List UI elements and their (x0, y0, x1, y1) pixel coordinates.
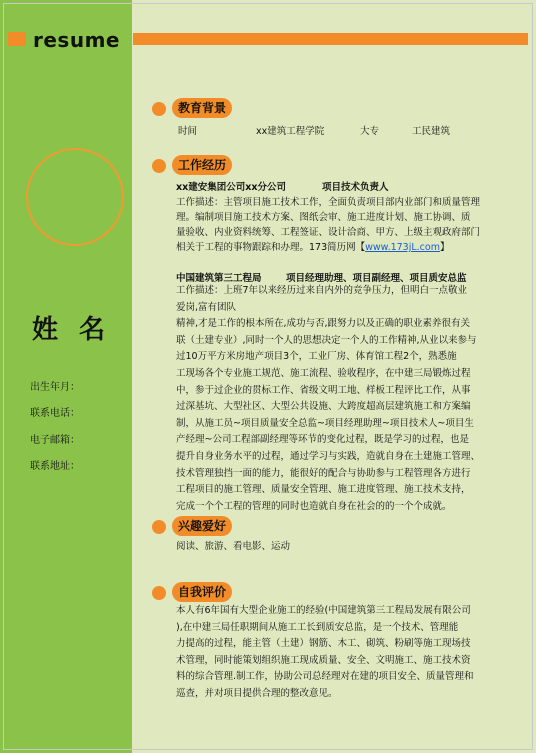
section-bullet-icon (152, 586, 166, 600)
hobbies-heading: 兴趣爱好 (172, 516, 232, 536)
job2-desc-line: 过深基坑、大型社区、大型公共设施、大跨度超高层建筑施工和方案编 (176, 401, 471, 413)
job2-desc-line: 制，从施工员~项目质量安全总监~项目经理助理~项目技术人~项目生 (176, 417, 474, 429)
section-bullet-icon (152, 520, 166, 534)
job2-desc-line: 工程项目的施工管理、质量安全管理、施工进度管理、施工技术支持， (176, 484, 471, 496)
job2-desc-line: 过10万平方米房地产项目3个，工业厂房、体育馆工程2个，熟悉施 (176, 351, 457, 363)
job2-desc-line: 联（土建专业）,同时一个人的思想决定一个人的工作精神,从业以来参与 (176, 334, 477, 346)
job1-company: xx建安集团公司xx分公司 (176, 182, 287, 193)
self-eval-line: 术管理，同时能策划组织施工现成质量、安全、文明施工、施工技术资 (176, 654, 471, 666)
resume-title: resume (33, 28, 120, 52)
job2-desc-line: 提升自身业务水平的过程，通过学习与实践，造就自身在土建施工管理、 (176, 450, 481, 462)
phone-label: 联系电话： (30, 408, 80, 419)
job2-desc-line: 爱岗,富有团队 (176, 301, 237, 313)
sidebar (0, 0, 132, 753)
job2-desc-line: 中，参于过企业的贯标工作、省级文明工地、样板工程评比工作，从事 (176, 384, 471, 396)
job1-desc-line: 量验收、内业资料统筹、工程签证、设计洽商、甲方、上级主观政府部门 (176, 227, 481, 238)
photo-placeholder (26, 148, 124, 246)
job2-desc-line: 完成一个个工程的管理的同时也造就自身在社会的的一个个成就。 (176, 500, 452, 512)
education-major: 工民建筑 (412, 126, 451, 137)
candidate-name: 姓 名 (32, 315, 112, 345)
education-heading: 教育背景 (172, 98, 232, 118)
self-eval-line: 本人有6年国有大型企业施工的经验(中国建筑第三工程局发展有限公司 (176, 605, 471, 616)
section-bullet-icon (152, 102, 166, 116)
birth-date-label: 出生年月： (30, 382, 80, 393)
education-school: xx建筑工程学院 (256, 126, 325, 137)
job1-desc-suffix: 】 (439, 242, 450, 253)
section-bullet-icon (152, 159, 166, 173)
header-stripe-left (8, 32, 26, 46)
job1-desc-line: 工作描述：主管项目施工技术工作，全面负责项目部内业部门和质量管理 (176, 197, 481, 208)
self-eval-line: 力提高的过程，能主管（土建）钢筋、木工、砌筑、粉刷等施工现场技 (176, 638, 471, 650)
job1-desc-line: 理。编制项目施工技术方案、图纸会审、施工进度计划、施工协调、质 (176, 212, 471, 223)
address-label: 联系地址： (30, 461, 80, 472)
job1-desc-last-line (176, 239, 450, 253)
job2-company: 中国建筑第三工程局 (176, 273, 262, 284)
education-degree: 大专 (360, 126, 380, 137)
self-eval-line: ),在中建三局任职期间从施工工长到质安总监，是一个技术、管理能 (176, 621, 459, 633)
job1-desc-text: 相关于工程的事物跟踪和办理。173简历网【 (176, 242, 366, 253)
job2-desc-line: 工作描述：上班7年以来经历过来自内外的竞争压力，但明白一点敬业 (176, 285, 468, 296)
job1-role: 项目技术负责人 (322, 182, 389, 193)
job2-desc-line: 产经理~公司工程部副经理等环节的变化过程，既是学习的过程，也是 (176, 434, 469, 446)
header-stripe-right (133, 33, 528, 45)
self-eval-line: 巡查，并对项目提供合理的整改意见。 (176, 687, 338, 699)
self-eval-text (176, 603, 488, 703)
website-link[interactable]: www.173jL.com (365, 242, 440, 253)
education-time: 时间 (178, 126, 198, 137)
hobbies-text: 阅读、旅游、看电影、运动 (176, 541, 291, 552)
job2-desc-line: 工现场各个专业施工规范、施工流程、验收程序，在中建三局锻炼过程 (176, 367, 471, 379)
self-eval-line: 料的综合管理.制工作，协助公司总经理对在建的项目安全、质量管理和 (176, 671, 474, 683)
experience-heading: 工作经历 (172, 155, 232, 175)
job2-desc-line: 精神,才是工作的根本所在,成功与否,跟努力以及正确的职业素养很有关 (176, 318, 471, 330)
job2-description (176, 283, 488, 515)
email-label: 电子邮箱： (30, 435, 80, 446)
self-eval-heading: 自我评价 (172, 582, 232, 602)
job2-role: 项目经理助理、项目副经理、项目质安总监 (286, 273, 467, 284)
job2-desc-line: 技术管理独挡一面的能力，能很好的配合与协助参与工程管理各方进行 (176, 467, 471, 479)
